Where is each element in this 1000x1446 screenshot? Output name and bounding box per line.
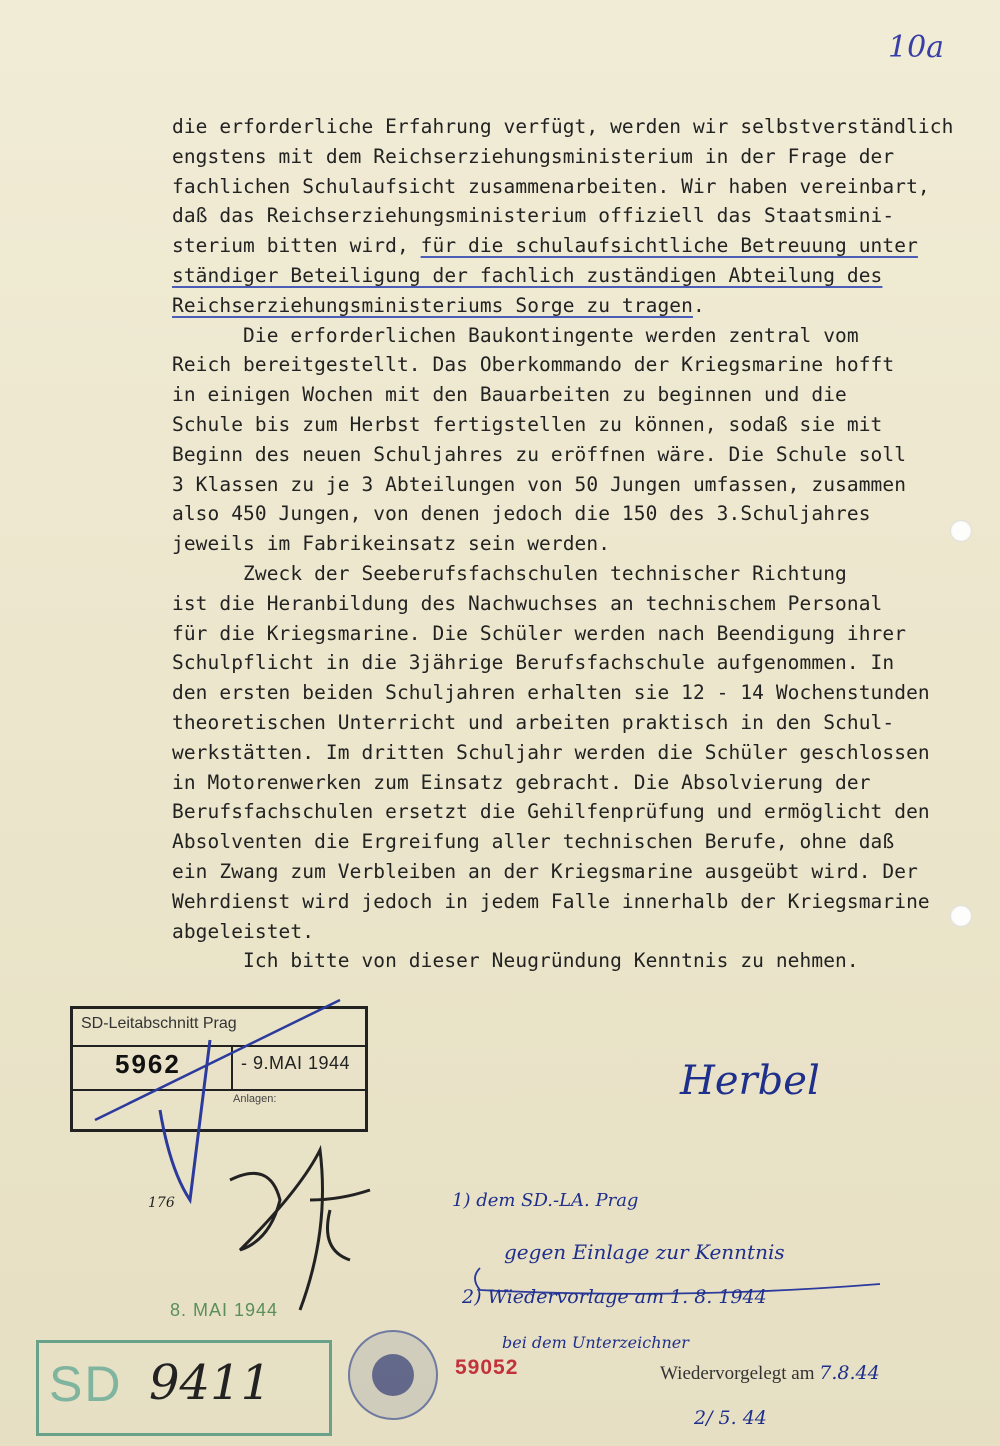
handwritten-note: 1) dem SD.-LA. Prag: [452, 1190, 639, 1211]
handwritten-note: 2) Wiedervorlage am 1. 8. 1944: [462, 1286, 767, 1308]
text-line: 3 Klassen zu je 3 Abteilungen von 50 Jungen umfassen, zusammen: [172, 472, 907, 496]
text-line: engstens mit dem Reichserziehungsministerium in der Frage der: [172, 144, 895, 168]
green-sd-stamp: [36, 1340, 332, 1436]
text-line: Wehrdienst wird jedoch in jedem Falle innerhalb der Kriegsmarine: [172, 889, 930, 913]
resubmission-stamp: [660, 1362, 880, 1385]
stamp-number: 5962: [115, 1049, 181, 1079]
green-stamp-number: 9411: [149, 1355, 272, 1411]
green-date-stamp: 8. MAI 1944: [170, 1300, 279, 1320]
resubmission-date: 7.8.44: [819, 1362, 880, 1384]
signature: Herbel: [680, 1058, 820, 1104]
text-line: Schule bis zum Herbst fertigstellen zu können, sodaß sie mit: [172, 412, 883, 436]
text-fragment: .: [692, 293, 705, 317]
round-seal: [348, 1330, 438, 1420]
text-line: Absolventen die Ergreifung aller technischen Berufe, ohne daß: [172, 830, 895, 854]
text-line: abgeleistet.: [172, 919, 315, 943]
handwritten-note: gegen Einlage zur Kenntnis: [504, 1240, 785, 1264]
text-line: Berufsfachschulen ersetzt die Gehilfenprüfung und ermöglicht den: [172, 800, 930, 824]
stamp-date: - 9.MAI 1944: [241, 1053, 351, 1073]
green-sd-letters: SD: [49, 1356, 123, 1412]
text-line: Die erforderlichen Baukontingente werden zentral vom: [172, 323, 859, 347]
underlined-fragment: für die schulaufsichtliche Betreuung unter: [420, 234, 918, 258]
stamp-header: SD-Leitabschnitt Prag: [81, 1015, 237, 1032]
handwritten-note: 2/ 5. 44: [694, 1407, 767, 1429]
handwritten-note: bei dem Unterzeichner: [502, 1333, 689, 1352]
resubmission-label: Wiedervorgelegt am: [660, 1363, 815, 1384]
text-line: jeweils im Fabrikeinsatz sein werden.: [172, 532, 611, 556]
text-line: ein Zwang zum Verbleiben an der Kriegsmarine ausgeübt wird. Der: [172, 859, 918, 883]
text-line: theoretischen Unterricht und arbeiten praktisch in den Schul-: [172, 710, 895, 734]
text-line: Zweck der Seeberufsfachschulen technischer Richtung: [172, 561, 847, 585]
text-line: in einigen Wochen mit den Bauarbeiten zu beginnen und die: [172, 383, 847, 407]
text-line: fachlichen Schulaufsicht zusammenarbeiten. Wir haben vereinbart,: [172, 174, 930, 198]
text-line: Schulpflicht in die 3jährige Berufsfachschule aufgenommen. In: [172, 651, 895, 675]
text-line: den ersten beiden Schuljahren erhalten sie 12 - 14 Wochenstunden: [172, 681, 930, 705]
underlined-fragment: ständiger Beteiligung der fachlich zuständigen Abteilung des: [172, 263, 883, 287]
page-number-handwritten: 10a: [888, 30, 945, 65]
pencil-stroke: [230, 1150, 323, 1310]
stamp-sub: Anlagen:: [233, 1093, 277, 1105]
text-line: Reich bereitgestellt. Das Oberkommando der Kriegsmarine hofft: [172, 353, 895, 377]
check-stroke: [160, 1040, 210, 1200]
text-line: die erforderliche Erfahrung verfügt, werden wir selbstverständlich: [172, 115, 954, 138]
text-line: Beginn des neuen Schuljahres zu eröffnen wäre. Die Schule soll: [172, 442, 907, 466]
text-line: daß das Reichserziehungsministerium offiziell das Staatsmini-: [172, 204, 895, 228]
text-line: in Motorenwerken zum Einsatz gebracht. Die Absolvierung der: [172, 770, 871, 794]
seal-center: [372, 1354, 414, 1396]
text-line: für die Kriegsmarine. Die Schüler werden nach Beendigung ihrer: [172, 621, 907, 645]
underlined-fragment: Reichserziehungsministeriums Sorge zu tragen: [172, 293, 693, 317]
margin-note: 176: [148, 1195, 175, 1211]
slash-stroke: [95, 1000, 340, 1120]
text-fragment: sterium bitten wird,: [172, 234, 421, 258]
pencil-stroke: [310, 1190, 370, 1260]
text-line: Ich bitte von dieser Neugründung Kenntnis zu nehmen.: [172, 949, 859, 973]
red-reference-number: 59052: [455, 1356, 519, 1379]
text-line: werkstätten. Im dritten Schuljahr werden die Schüler geschlossen: [172, 740, 930, 764]
text-line: ist die Heranbildung des Nachwuchses an technischem Personal: [172, 591, 883, 615]
text-line: also 450 Jungen, von denen jedoch die 150 des 3.Schuljahres: [172, 502, 871, 526]
